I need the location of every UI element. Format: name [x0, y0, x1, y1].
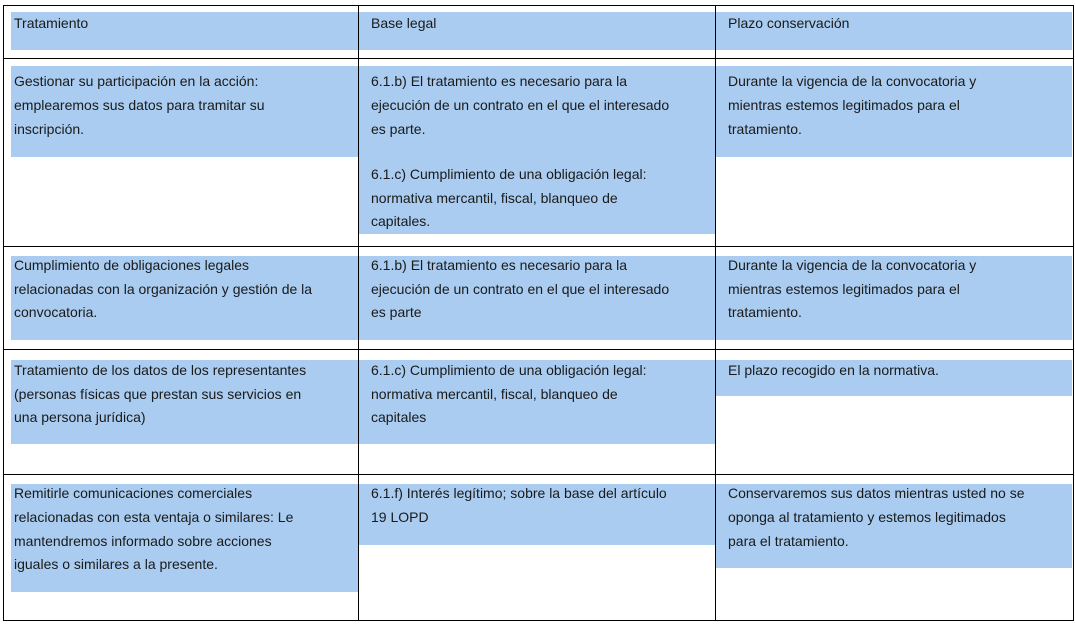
row1-base-legal-line: es parte.: [371, 121, 426, 137]
row4-plazo-line: oponga al tratamiento y estemos legitimados: [728, 509, 1006, 525]
row-divider: [3, 58, 1074, 59]
row4-tratamiento-line: relacionadas con esta ventaja o similares: Le: [14, 509, 294, 525]
row2-plazo-line: mientras estemos legitimados para el: [728, 281, 960, 297]
row-divider: [3, 349, 1074, 350]
row1-plazo-line: Durante la vigencia de la convocatoria y: [728, 73, 977, 89]
row4-plazo-line: para el tratamiento.: [728, 533, 849, 549]
table-border-bottom: [3, 620, 1074, 621]
row3-tratamiento-line: (personas físicas que prestan sus servicios en: [14, 386, 302, 402]
header-plazo-conservacion: Plazo conservación: [728, 15, 850, 31]
row4-tratamiento-line: mantendremos informado sobre acciones: [14, 533, 272, 549]
header-tratamiento: Tratamiento: [14, 15, 89, 31]
row1-plazo-line: tratamiento.: [728, 121, 802, 137]
row3-tratamiento-line: Tratamiento de los datos de los representantes: [14, 362, 307, 378]
row-divider: [3, 474, 1074, 475]
row-divider: [3, 246, 1074, 247]
row1-tratamiento-line: inscripción.: [14, 121, 85, 137]
column-divider: [715, 5, 716, 621]
row3-plazo-line: El plazo recogido en la normativa.: [728, 362, 939, 378]
row4-tratamiento-line: iguales o similares a la presente.: [14, 556, 218, 572]
row1-base-legal-extra-line: 6.1.c) Cumplimiento de una obligación legal:: [371, 166, 647, 182]
table-border-left: [3, 5, 4, 621]
row3-base-legal-line: capitales: [371, 409, 427, 425]
row3-base-legal-line: 6.1.c) Cumplimiento de una obligación legal:: [371, 362, 647, 378]
row4-base-legal-line: 19 LOPD: [371, 509, 429, 525]
row2-tratamiento-line: convocatoria.: [14, 304, 98, 320]
column-divider: [358, 5, 359, 621]
row2-base-legal-line: 6.1.b) El tratamiento es necesario para la: [371, 257, 628, 273]
row2-tratamiento-line: Cumplimiento de obligaciones legales: [14, 257, 250, 273]
row2-tratamiento-line: relacionadas con la organización y gestión de la: [14, 281, 313, 297]
row1-base-legal-extra-line: capitales.: [371, 213, 431, 229]
row3-tratamiento-line: una persona jurídica): [14, 409, 146, 425]
row2-plazo-line: tratamiento.: [728, 304, 802, 320]
row2-base-legal-line: ejecución de un contrato en el que el interesado: [371, 281, 670, 297]
row4-base-legal-line: 6.1.f) Interés legítimo; sobre la base del artículo: [371, 485, 667, 501]
row3-base-legal-line: normativa mercantil, fiscal, blanqueo de: [371, 386, 618, 402]
row1-base-legal-line: 6.1.b) El tratamiento es necesario para la: [371, 73, 628, 89]
row1-base-legal-extra-line: normativa mercantil, fiscal, blanqueo de: [371, 190, 618, 206]
row1-tratamiento-line: Gestionar su participación en la acción:: [14, 73, 259, 89]
row1-base-legal-line: ejecución de un contrato en el que el interesado: [371, 97, 670, 113]
header-base-legal: Base legal: [371, 15, 437, 31]
row4-tratamiento-line: Remitirle comunicaciones comerciales: [14, 485, 253, 501]
row2-plazo-line: Durante la vigencia de la convocatoria y: [728, 257, 977, 273]
table-border-top: [3, 5, 1074, 6]
row1-plazo-line: mientras estemos legitimados para el: [728, 97, 960, 113]
row1-tratamiento-line: emplearemos sus datos para tramitar su: [14, 97, 265, 113]
table-border-right: [1073, 5, 1074, 621]
row4-plazo-line: Conservaremos sus datos mientras usted no se: [728, 485, 1025, 501]
row2-base-legal-line: es parte: [371, 304, 422, 320]
